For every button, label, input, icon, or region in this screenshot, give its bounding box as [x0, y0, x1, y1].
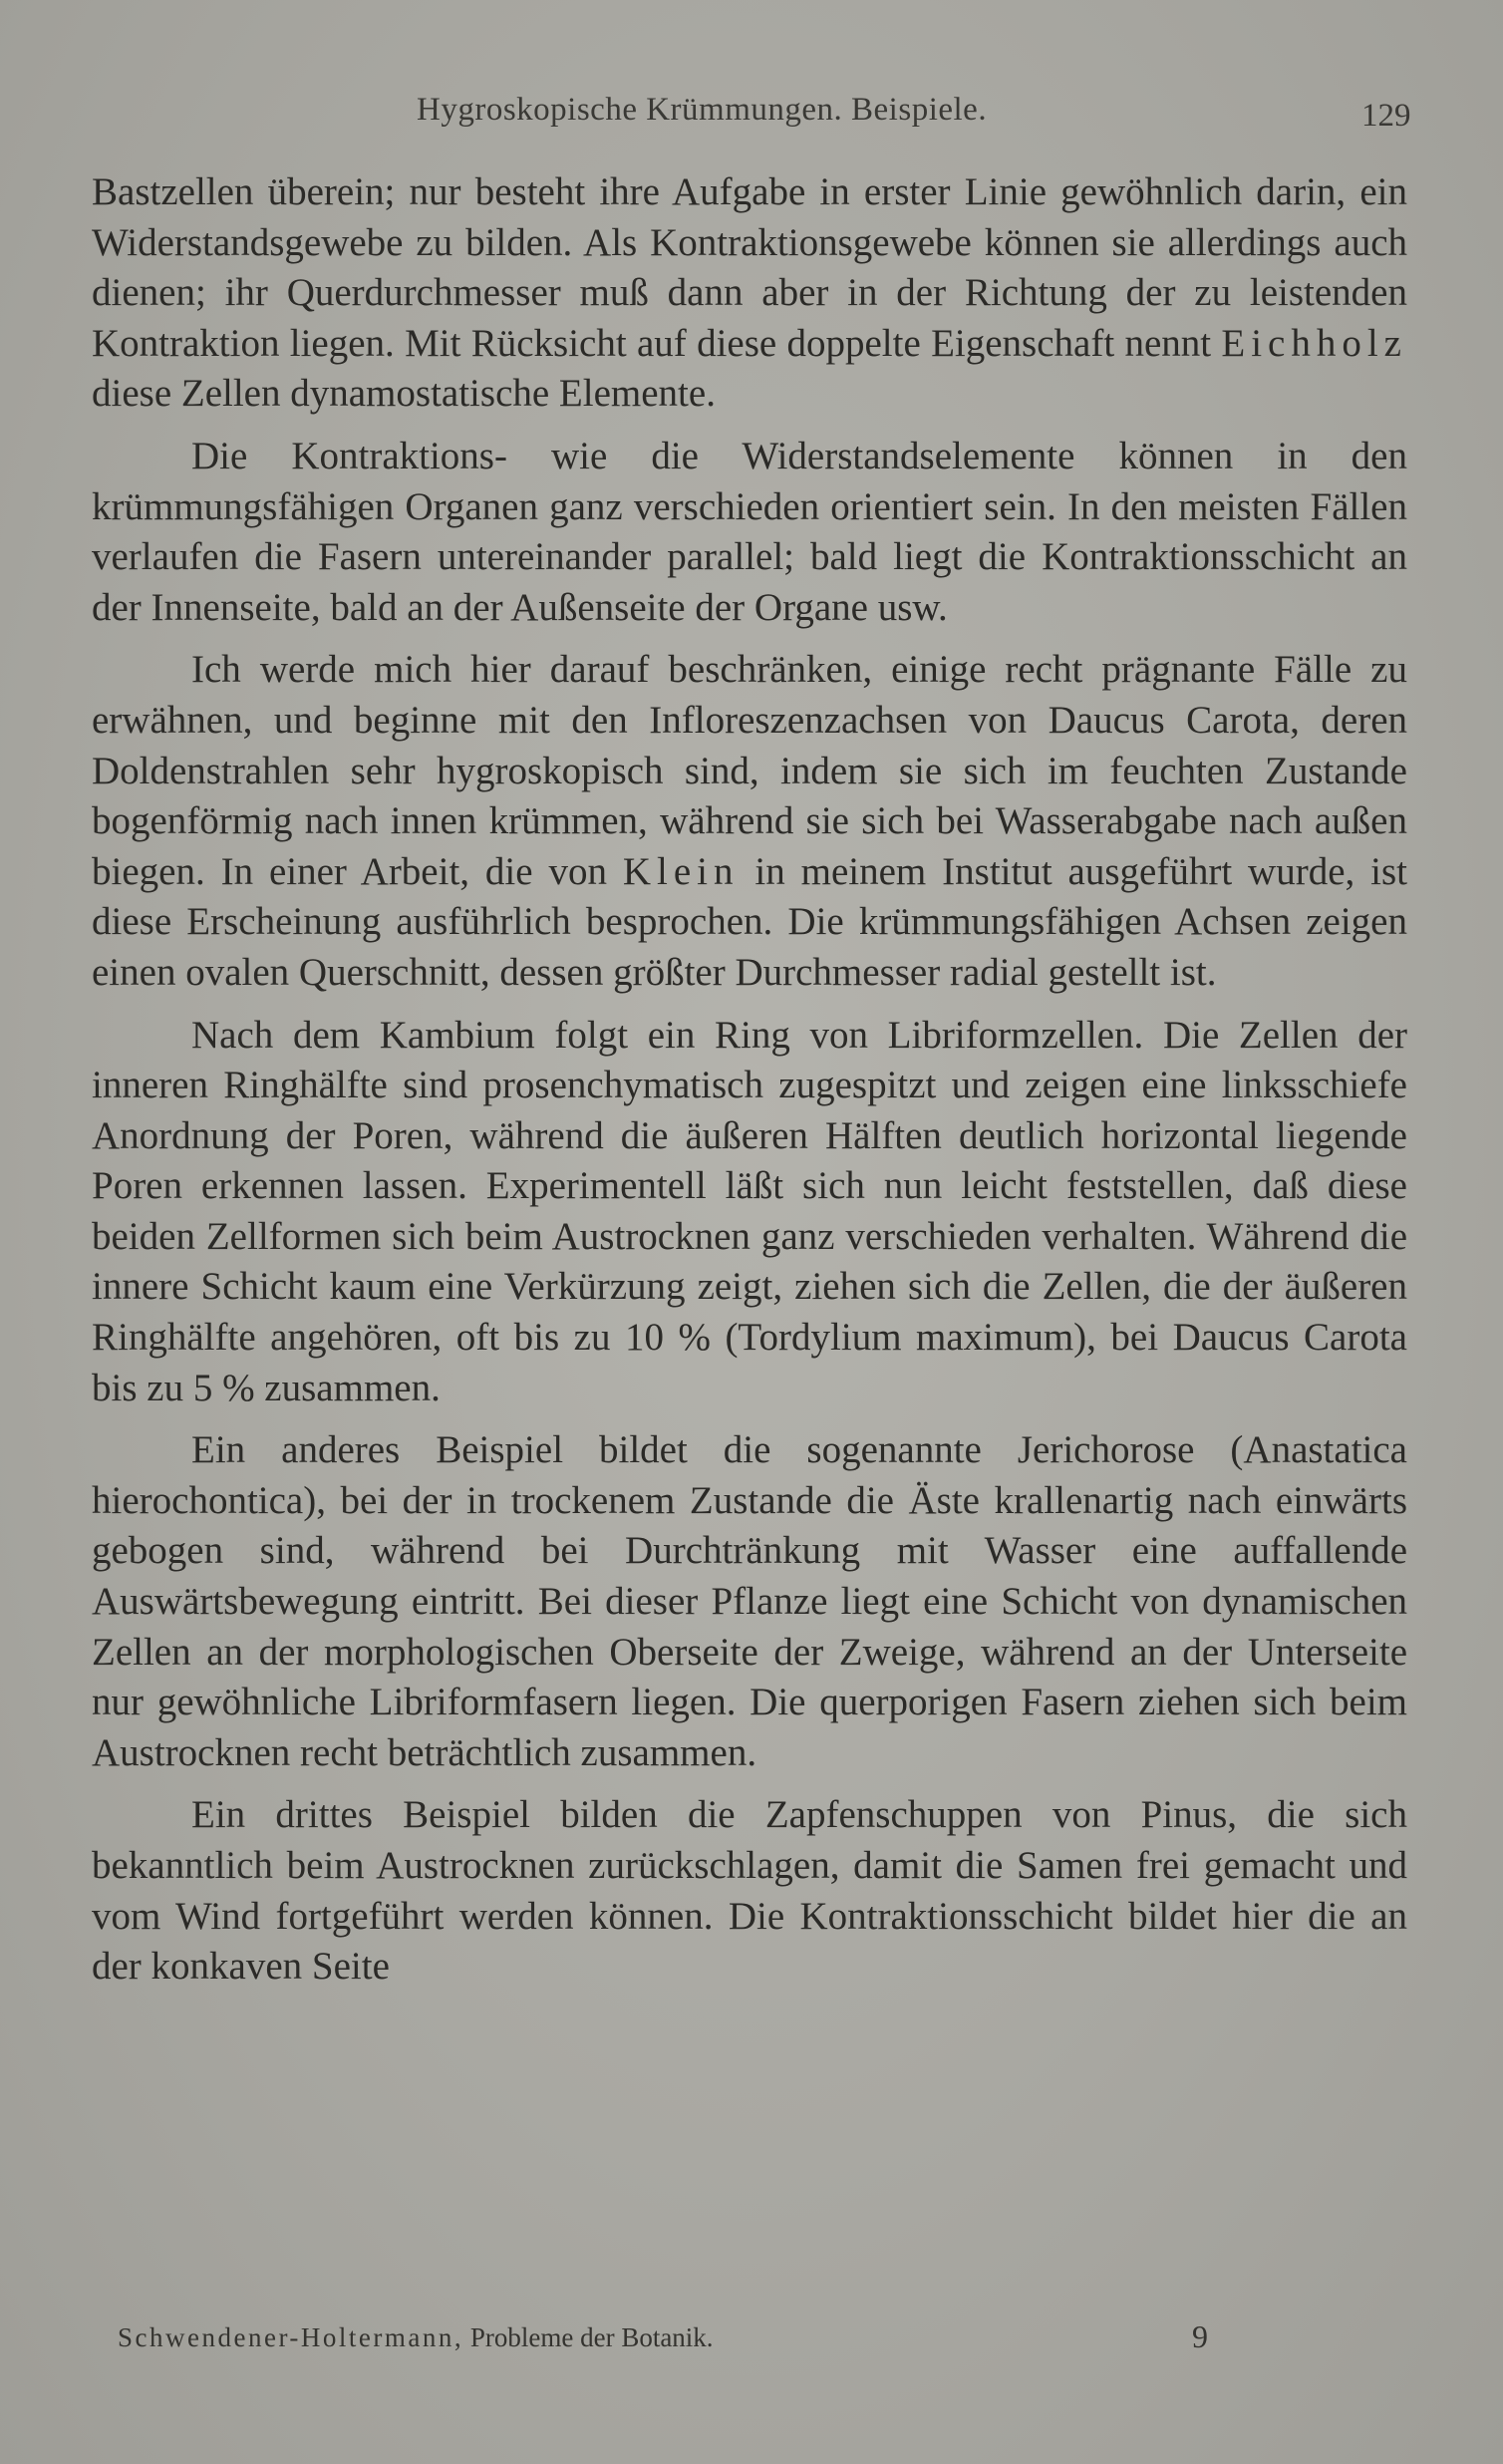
footer-source [118, 2322, 714, 2353]
signature-mark: 9 [1192, 2318, 1208, 2354]
text-run: in meinem Institut ausgeführt wurde, ist diese Erscheinung ausführlich besprochen. Die krümmungsfähigen Achsen zeigen einen ovalen Querschnitt, dessen größter Durchmesser radial gestellt ist. [92, 849, 1407, 994]
text-run: Ich werde mich hier darauf beschränken, einige recht prägnante Fälle zu erwähnen, und beginne mit den Infloreszenzachsen von Daucus Carota, deren Doldenstrahlen sehr hygroskopisch sind, indem sie sich im feuchten Zustande bogenförmig nach innen krümmen, während sie sich bei Wasserabgabe nach außen biegen. In einer Arbeit, die von [92, 648, 1407, 893]
page-number: 129 [1361, 98, 1411, 134]
footer-author: Schwendener-Holtermann, [118, 2322, 464, 2352]
running-head [0, 92, 1503, 142]
paragraph: Ein drittes Beispiel bilden die Zapfenschuppen von Pinus, die sich bekanntlich beim Austrocknen zurückschlagen, damit die Samen frei gemacht und vom Wind fortgeführt werden können. Die Kontraktionsschicht bildet hier die an der konkaven Seite [92, 1793, 1407, 1989]
text-run: diese Zellen dynamostatische Elemente. [92, 372, 716, 416]
page-footer [0, 2318, 1503, 2372]
footer-book-title: Probleme der Botanik. [469, 2322, 714, 2352]
body-text [92, 167, 1407, 1993]
paragraph: Die Kontraktions- wie die Widerstandselemente können in den krümmungsfähigen Organen ganz verschieden orientiert sein. In den meisten Fällen verlaufen die Fasern untereinander parallel; bald liegt die Kontraktionsschicht an der Innenseite, bald an der Außenseite der Organe usw. [92, 434, 1407, 629]
author-name-klein: Klein [622, 849, 740, 893]
author-name-eichholz: Eichholz [1221, 321, 1407, 365]
paragraph [92, 167, 1407, 420]
paragraph: Nach dem Kambium folgt ein Ring von Libriformzellen. Die Zellen der inneren Ringhälfte sind prosenchymatisch zugespitzt und zeigen eine linksschiefe Anordnung der Poren, während die äußeren Hälften deutlich horizontal liegende Poren erkennen lassen. Experimentell läßt sich nun leicht feststellen, daß diese beiden Zellformen sich beim Austrocknen ganz verschieden verhalten. Während die innere Schicht kaum eine Verkürzung zeigt, ziehen sich die Zellen, die der äußeren Ringhälfte angehören, oft bis zu 10 % (Tordylium maximum), bei Daucus Carota bis zu 5 % zusammen. [92, 1013, 1407, 1409]
text-run: Bastzellen überein; nur besteht ihre Aufgabe in erster Linie gewöhnlich darin, ein Widerstandsgewebe zu bilden. Als Kontraktionsgewebe können sie allerdings auch dienen; ihr Querdurchmesser muß dann aber in der Richtung der zu leistenden Kontraktion liegen. Mit Rücksicht auf diese doppelte Eigenschaft nennt [92, 170, 1407, 365]
paragraph: Ein anderes Beispiel bildet die sogenannte Jerichorose (Anastatica hierochontica), bei der in trockenem Zustande die Äste krallenartig nach einwärts gebogen sind, während bei Durchtränkung mit Wasser eine auffallende Auswärtsbewegung eintritt. Bei dieser Pflanze liegt eine Schicht von dynamischen Zellen an der morphologischen Oberseite der Zweige, während an der Unterseite nur gewöhnliche Libriformfasern liegen. Die querporigen Fasern ziehen sich beim Austrocknen recht beträchtlich zusammen. [92, 1428, 1407, 1774]
paragraph [92, 645, 1407, 998]
running-title: Hygroskopische Krümmungen. Beispiele. [417, 92, 988, 128]
